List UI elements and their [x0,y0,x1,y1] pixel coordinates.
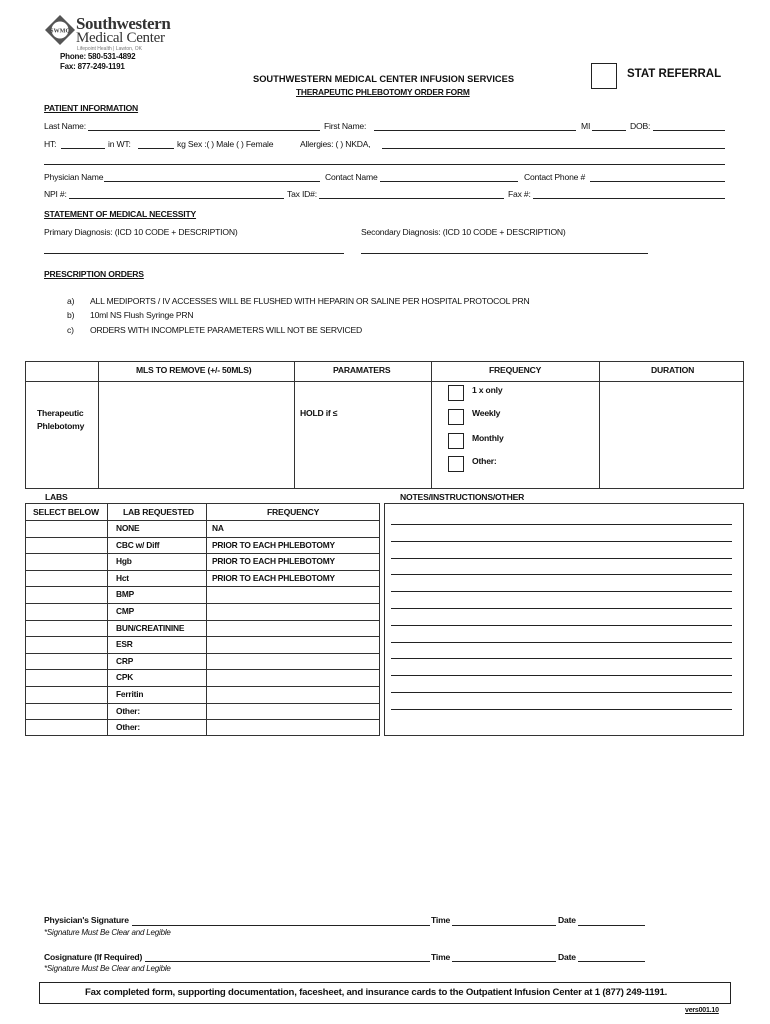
stat-referral-label: STAT REFERRAL [627,68,722,80]
primary-diagnosis-field[interactable] [44,253,344,254]
header-frequency: FREQUENCY [489,365,542,375]
dob-label: DOB: [630,121,651,131]
physician-name-label: Physician Name [44,172,104,182]
order-marker-a: a) [67,296,75,306]
dob-field[interactable] [653,130,725,131]
cosignature-label: Cosignature (If Required) [44,952,143,962]
npi-label: NPI #: [44,189,67,199]
mi-field[interactable] [592,130,626,131]
lab-frequency-cell: PRIOR TO EACH PHLEBOTOMY [212,572,335,583]
height-field[interactable] [61,148,105,149]
mi-label: MI [581,121,591,131]
logo-name-line-1: Southwestern [76,14,171,33]
orders-col-divider-2 [294,361,295,489]
note-line[interactable] [391,574,732,575]
cosignature-date-label: Date [558,952,576,962]
order-item-a: ALL MEDIPORTS / IV ACCESSES WILL BE FLUSHED WITH HEPARIN OR SALINE PER HOSPITAL PROTOCOL PRN [90,296,530,306]
lab-select-cell[interactable] [26,520,106,537]
order-item-b: 10ml NS Flush Syringe PRN [90,310,194,320]
cosignature-field[interactable] [145,961,430,962]
header-mls-to-remove: MLS TO REMOVE (+/- 50MLS) [136,365,252,375]
fax-number-field[interactable] [533,198,725,199]
secondary-diagnosis-field[interactable] [361,253,648,254]
order-marker-c: c) [67,325,74,335]
physician-signature-note: *Signature Must Be Clear and Legible [44,928,171,937]
lab-requested-cell: ESR [116,639,133,650]
form-title: SOUTHWESTERN MEDICAL CENTER INFUSION SERVICES [253,74,515,84]
note-line[interactable] [391,541,732,542]
lab-select-cell[interactable] [26,719,106,736]
allergies-field-continued[interactable] [44,164,725,165]
stat-referral-checkbox[interactable] [591,63,617,89]
lab-select-cell[interactable] [26,653,106,670]
lab-requested-cell: NONE [116,523,140,533]
header-duration: DURATION [651,365,695,375]
physician-time-field[interactable] [452,925,556,926]
frequency-other-label: Other: [472,456,497,466]
npi-field[interactable] [69,198,284,199]
lab-requested-cell: Hct [116,572,129,583]
contact-phone-label: Contact Phone # [524,172,586,182]
sex-options[interactable]: kg Sex :( ) Male ( ) Female [177,139,274,149]
frequency-once-label: 1 x only [472,385,503,395]
physician-signature-field[interactable] [132,925,430,926]
form-subtitle: THERAPEUTIC PHLEBOTOMY ORDER FORM [296,87,470,97]
order-item-c: ORDERS WITH INCOMPLETE PARAMETERS WILL NOT BE SERVICED [90,325,363,335]
lab-select-cell[interactable] [26,570,106,587]
frequency-weekly-checkbox[interactable] [448,409,464,425]
lab-select-cell[interactable] [26,669,106,686]
labs-heading: LABS [45,492,68,502]
note-line[interactable] [391,558,732,559]
lab-frequency-cell: PRIOR TO EACH PHLEBOTOMY [212,539,335,550]
orders-col-divider-4 [599,361,600,489]
lab-requested-cell: CBC w/ Diff [116,539,160,550]
weight-label: in WT: [108,139,131,149]
svg-text:SWMC: SWMC [50,27,70,35]
lab-frequency-cell: PRIOR TO EACH PHLEBOTOMY [212,556,335,567]
lab-requested-cell: Other: [116,722,140,733]
height-label: HT: [44,139,57,149]
swmc-seal-logo [44,14,76,46]
orders-col-divider-3 [431,361,432,489]
weight-field[interactable] [138,148,174,149]
physician-date-field[interactable] [578,925,645,926]
patient-info-heading: PATIENT INFORMATION [44,103,139,113]
cosignature-time-label: Time [431,952,451,962]
allergies-field[interactable] [382,148,725,149]
contact-phone-field[interactable] [590,181,725,182]
therapeutic-phlebotomy-label-2: Phlebotomy [37,421,85,431]
medical-necessity-heading: STATEMENT OF MEDICAL NECESSITY [44,209,197,219]
note-line[interactable] [391,625,732,626]
lab-select-cell[interactable] [26,620,106,637]
footer-fax-note: Fax completed form, supporting documentation, facesheet, and insurance cards to the Outpatient Infusion Center at 1 (877) 249-1191. [85,987,668,998]
physician-date-label: Date [558,915,576,925]
lab-select-cell[interactable] [26,686,106,703]
last-name-field[interactable] [88,130,320,131]
header-parameters: PARAMATERS [333,365,391,375]
frequency-monthly-label: Monthly [472,433,504,443]
physician-signature-label: Physician's Signature [44,915,129,925]
note-line[interactable] [391,524,732,525]
lab-select-cell[interactable] [26,603,106,620]
fax-number-label: Fax #: [508,189,531,199]
physician-time-label: Time [431,915,451,925]
logo-name-line-2: Medical Center [76,30,165,46]
note-line[interactable] [391,608,732,609]
orders-table-header-divider [25,381,744,382]
notes-box[interactable] [384,503,744,736]
primary-diagnosis-label: Primary Diagnosis: (ICD 10 CODE + DESCRIPTION) [44,227,238,237]
tax-id-field[interactable] [319,198,504,199]
order-marker-b: b) [67,310,75,320]
secondary-diagnosis-label: Secondary Diagnosis: (ICD 10 CODE + DESCRIPTION) [361,227,566,237]
contact-name-field[interactable] [380,181,518,182]
labs-header-select: SELECT BELOW [33,507,99,517]
allergies-label[interactable]: Allergies: ( ) NKDA, [300,139,371,149]
prescription-orders-heading: PRESCRIPTION ORDERS [44,269,144,279]
note-line[interactable] [391,658,732,659]
note-line[interactable] [391,675,732,676]
first-name-label: First Name: [324,121,367,131]
lab-select-cell[interactable] [26,636,106,653]
orders-col-divider-1 [98,361,99,489]
note-line[interactable] [391,642,732,643]
note-line[interactable] [391,709,732,710]
lab-requested-cell: Ferritin [116,689,144,699]
lab-requested-cell: BMP [116,589,135,600]
tax-id-label: Tax ID#: [287,189,317,199]
first-name-field[interactable] [374,130,576,131]
hold-if-parameter: HOLD if ≤ [300,408,338,418]
lab-requested-cell: Other: [116,705,140,716]
lab-select-cell[interactable] [26,553,106,570]
notes-heading: NOTES/INSTRUCTIONS/OTHER [400,492,525,502]
lab-select-cell[interactable] [26,537,106,554]
cosignature-date-field[interactable] [578,961,645,962]
labs-header-lab: LAB REQUESTED [123,507,194,517]
therapeutic-phlebotomy-label-1: Therapeutic [37,408,84,418]
lab-frequency-cell: NA [212,523,224,533]
form-version: vers001.10 [685,1007,719,1014]
lab-requested-cell: Hgb [116,556,132,567]
frequency-once-checkbox[interactable] [448,385,464,401]
lab-select-cell[interactable] [26,703,106,720]
lab-requested-cell: CMP [116,606,135,616]
lab-select-cell[interactable] [26,586,106,603]
physician-name-field[interactable] [104,181,320,182]
header-phone: Phone: 580-531-4892 [60,52,136,61]
cosignature-note: *Signature Must Be Clear and Legible [44,964,171,973]
labs-header-frequency: FREQUENCY [267,507,320,517]
lab-requested-cell: CRP [116,655,134,666]
note-line[interactable] [391,692,732,693]
lab-requested-cell: CPK [116,672,134,683]
lab-requested-cell: BUN/CREATININE [116,622,185,633]
contact-name-label: Contact Name [325,172,378,182]
frequency-weekly-label: Weekly [472,408,501,418]
cosignature-time-field[interactable] [452,961,556,962]
last-name-label: Last Name: [44,121,86,131]
frequency-other-checkbox[interactable] [448,456,464,472]
header-fax: Fax: 877-249-1191 [60,62,125,71]
logo-tagline: Lifepoint Health | Lawton, OK [77,46,142,52]
note-line[interactable] [391,591,732,592]
frequency-monthly-checkbox[interactable] [448,433,464,449]
